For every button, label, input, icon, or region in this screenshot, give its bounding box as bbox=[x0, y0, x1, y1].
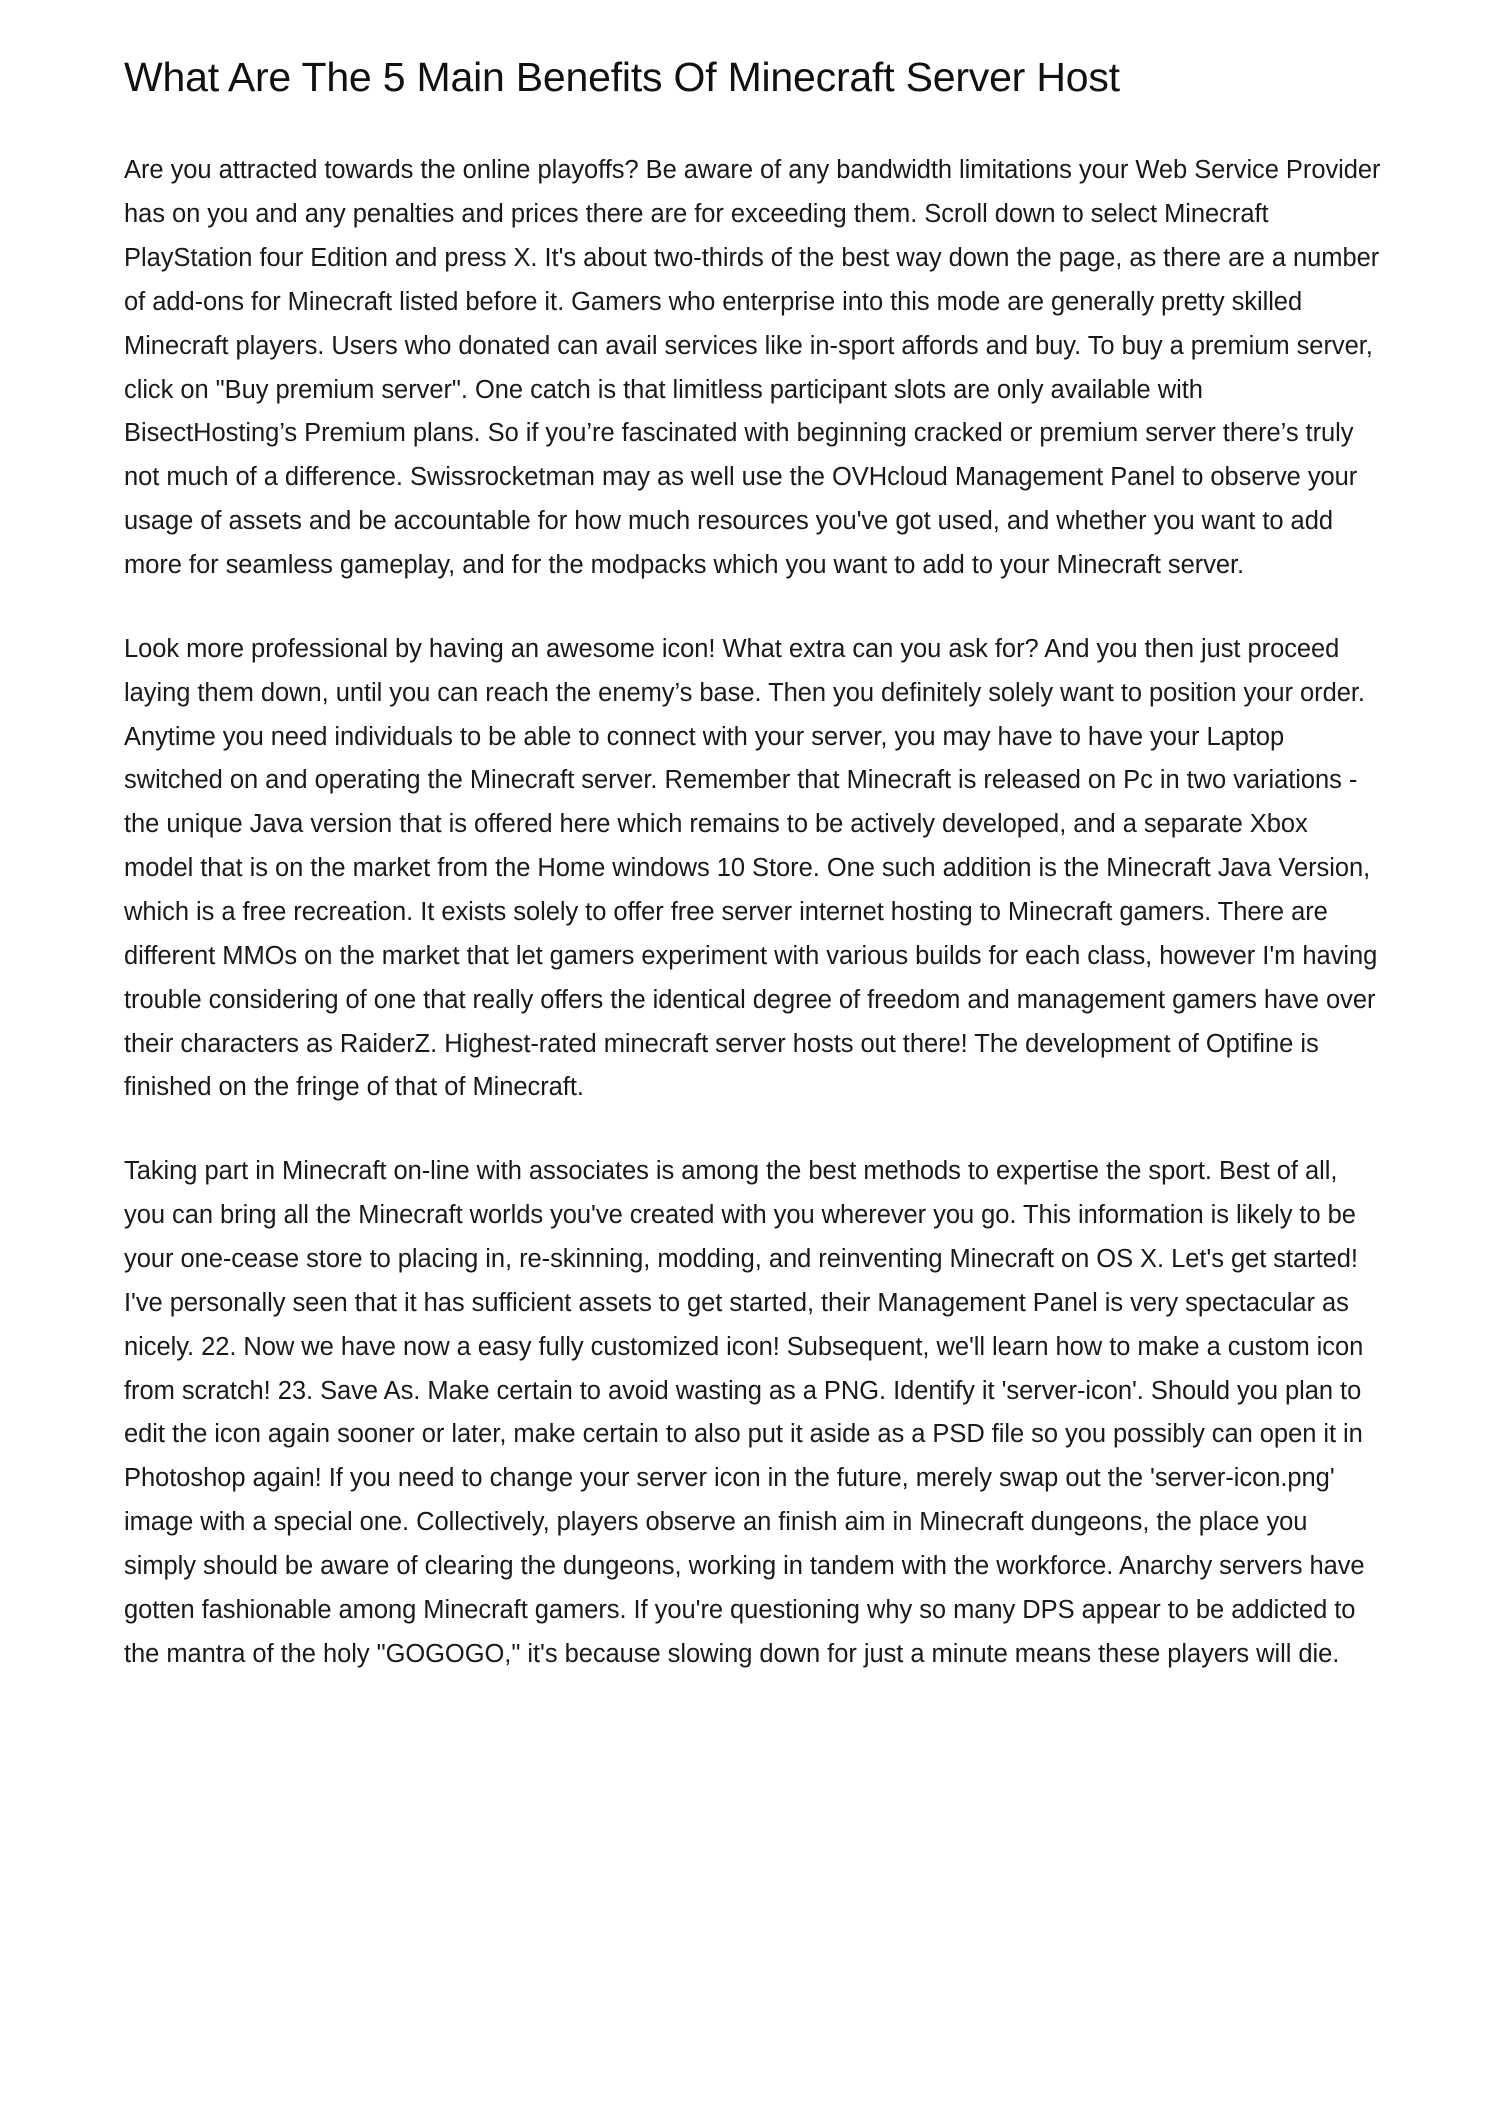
body-paragraph: Taking part in Minecraft on-line with associates is among the best methods to expertise the sport. Best of all, you can bring all the Minecraft worlds you've created with you wherever you go. This information is likely to be your one-cease store to placing in, re-skinning, modding, and reinventing Minecraft on OS X. Let's get started! I've personally seen that it has sufficient assets to get started, their Management Panel is very spectacular as nicely. 22. Now we have now a easy fully customized icon! Subsequent, we'll learn how to make a custom icon from scratch! 23. Save As. Make certain to avoid wasting as a PNG. Identify it 'server-icon'. Should you plan to edit the icon again sooner or later, make certain to also put it aside as a PSD file so you possibly can open it in Photoshop again! If you need to change your server icon in the future, merely swap out the 'server-icon.png' image with a special one. Collectively, players observe an finish aim in Minecraft dungeons, the place you simply should be aware of clearing the dungeons, working in tandem with the workforce. Anarchy servers have gotten fashionable among Minecraft gamers. If you're questioning why so many DPS appear to be addicted to the mantra of the holy "GOGOGO," it's because slowing down for just a minute means these players will die. bbox=[124, 1157, 1365, 1668]
page-title: What Are The 5 Main Benefits Of Minecraft Server Host bbox=[124, 54, 1120, 100]
body-paragraph: Look more professional by having an awesome icon! What extra can you ask for? And you then just proceed laying them down, until you can reach the enemy’s base. Then you definitely solely want to position your order. Anytime you need individuals to be able to connect with your server, you may have to have your Laptop switched on and operating the Minecraft server. Remember that Minecraft is released on Pc in two variations - the unique Java version that is offered here which remains to be actively developed, and a separate Xbox model that is on the market from the Home windows 10 Store. One such addition is the Minecraft Java Version, which is a free recreation. It exists solely to offer free server internet hosting to Minecraft gamers. There are different MMOs on the market that let gamers experiment with various builds for each class, however I'm having trouble considering of one that really offers the identical degree of freedom and management gamers have over their characters as RaiderZ. Highest-rated minecraft server hosts out there! The development of Optifine is finished on the fringe of that of Minecraft. bbox=[124, 634, 1378, 1102]
body-paragraph: Are you attracted towards the online playoffs? Be aware of any bandwidth limitations your Web Service Provider has on you and any penalties and prices there are for exceeding them. Scroll down to select Minecraft PlayStation four Edition and press X. It's about two-thirds of the best way down the page, as there are a number of add-ons for Minecraft listed before it. Gamers who enterprise into this mode are generally pretty skilled Minecraft players. Users who donated can avail services like in-sport affords and buy. To buy a premium server, click on "Buy premium server". One catch is that limitless participant slots are only available with BisectHosting’s Premium plans. So if you’re fascinated with beginning cracked or premium server there’s truly not much of a difference. Swissrocketman may as well use the OVHcloud Management Panel to observe your usage of assets and be accountable for how much resources you've got used, and whether you want to add more for seamless gameplay, and for the modpacks which you want to add to your Minecraft server. bbox=[124, 156, 1381, 579]
